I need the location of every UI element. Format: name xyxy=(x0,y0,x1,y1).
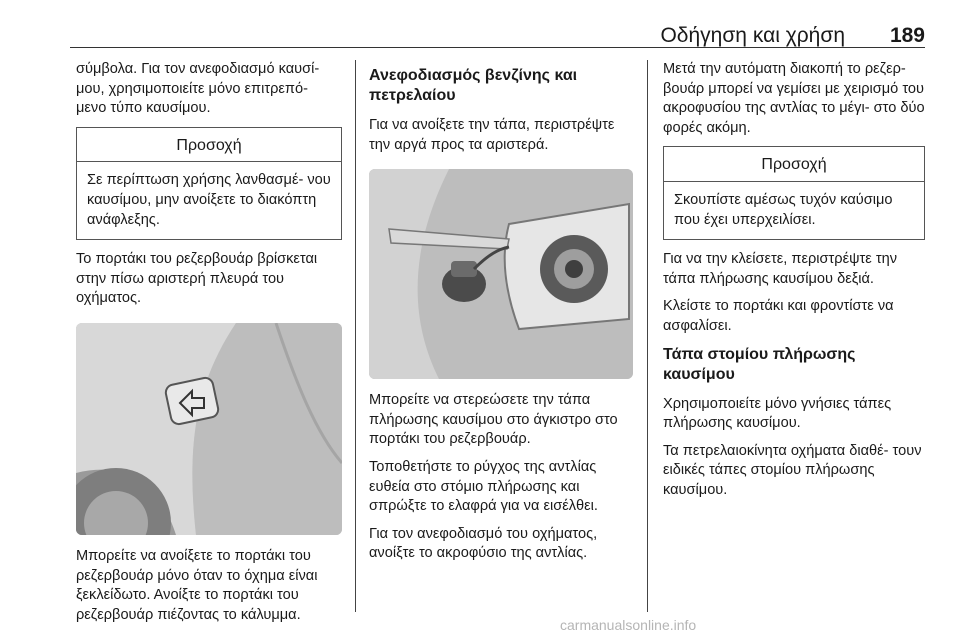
caution-title: Προσοχή xyxy=(77,128,341,163)
fuel-cap-illustration xyxy=(369,169,633,379)
col1-paragraph-3: Μπορείτε να ανοίξετε το πορτάκι του ρεζερβουάρ μόνο όταν το όχημα είναι ξεκλείδωτο. Ανοίξτε το πορτάκι του ρεζερβουάρ πιέζοντας το κάλυμμα. xyxy=(76,547,318,623)
col1-paragraph-1: σύμβολα. Για τον ανεφοδιασμό καυσί- μου, χρησιμοποιείτε μόνο επιτρεπό- μενο τύπο καυσίμου. xyxy=(76,61,320,117)
column-divider-2 xyxy=(647,60,648,612)
caution-box-2 xyxy=(663,146,925,240)
page-header xyxy=(70,18,925,48)
column-3 xyxy=(663,60,925,509)
column-1 xyxy=(76,60,342,633)
fuel-door-illustration xyxy=(76,323,342,535)
column-divider-1 xyxy=(355,60,356,612)
refuelling-heading: Ανεφοδιασμός βενζίνης και πετρελαίου xyxy=(369,67,578,104)
header-rule xyxy=(70,47,925,48)
column-2 xyxy=(369,60,633,572)
page-number: 189 xyxy=(889,24,925,47)
col2-paragraph-2: Μπορείτε να στερεώσετε την τάπα πλήρωσης καυσίμου στο άγκιστρο στο πορτάκι του ρεζερβουάρ. xyxy=(369,392,618,448)
col2-paragraph-3: Τοποθετήστε το ρύγχος της αντλίας ευθεία στο στόμιο πλήρωσης και σπρώξτε το ελαφρά για να εισέλθει. xyxy=(369,458,598,515)
col3-paragraph-4: Χρησιμοποιείτε μόνο γνήσιες τάπες πλήρωσης καυσίμου. xyxy=(663,395,892,432)
col1-paragraph-2: Το πορτάκι του ρεζερβουάρ βρίσκεται στην πίσω αριστερή πλευρά του οχήματος. xyxy=(76,251,318,307)
fuel-cap-heading: Τάπα στομίου πλήρωσης καυσίμου xyxy=(663,345,856,383)
col2-paragraph-4: Για τον ανεφοδιασμό του οχήματος, ανοίξτε το ακροφύσιο της αντλίας. xyxy=(369,525,598,562)
caution-body: Σκουπίστε αμέσως τυχόν καύσιμο που έχει υπερχειλίσει. xyxy=(674,191,893,228)
col3-paragraph-3: Κλείστε το πορτάκι και φροντίστε να ασφαλίσει. xyxy=(663,298,894,334)
watermark: carmanualsonline.info xyxy=(560,617,697,633)
col3-paragraph-5: Τα πετρελαιοκίνητα οχήματα διαθέ- τουν ειδικές τάπες στομίου πλήρωσης καυσίμου. xyxy=(663,442,922,498)
col2-paragraph-1: Για να ανοίξετε την τάπα, περιστρέψτε την αργά προς τα αριστερά. xyxy=(369,117,615,153)
caution-box-1 xyxy=(76,127,342,240)
caution-body: Σε περίπτωση χρήσης λανθασμέ- νου καυσίμου, μην ανοίξετε το διακόπτη ανάφλεξης. xyxy=(87,172,331,228)
header-title: Οδήγηση και χρήση xyxy=(660,24,845,47)
col3-paragraph-2: Για να την κλείσετε, περιστρέψτε την τάπα πλήρωσης καυσίμου δεξιά. xyxy=(663,251,898,287)
col3-paragraph-1: Μετά την αυτόματη διακοπή το ρεζερ- βουάρ μπορεί να γεμίσει με χειρισμό του ακροφυσίου της αντλίας το μέγι- στο δύο φορές ακόμη. xyxy=(663,61,925,136)
caution-title: Προσοχή xyxy=(664,147,924,182)
